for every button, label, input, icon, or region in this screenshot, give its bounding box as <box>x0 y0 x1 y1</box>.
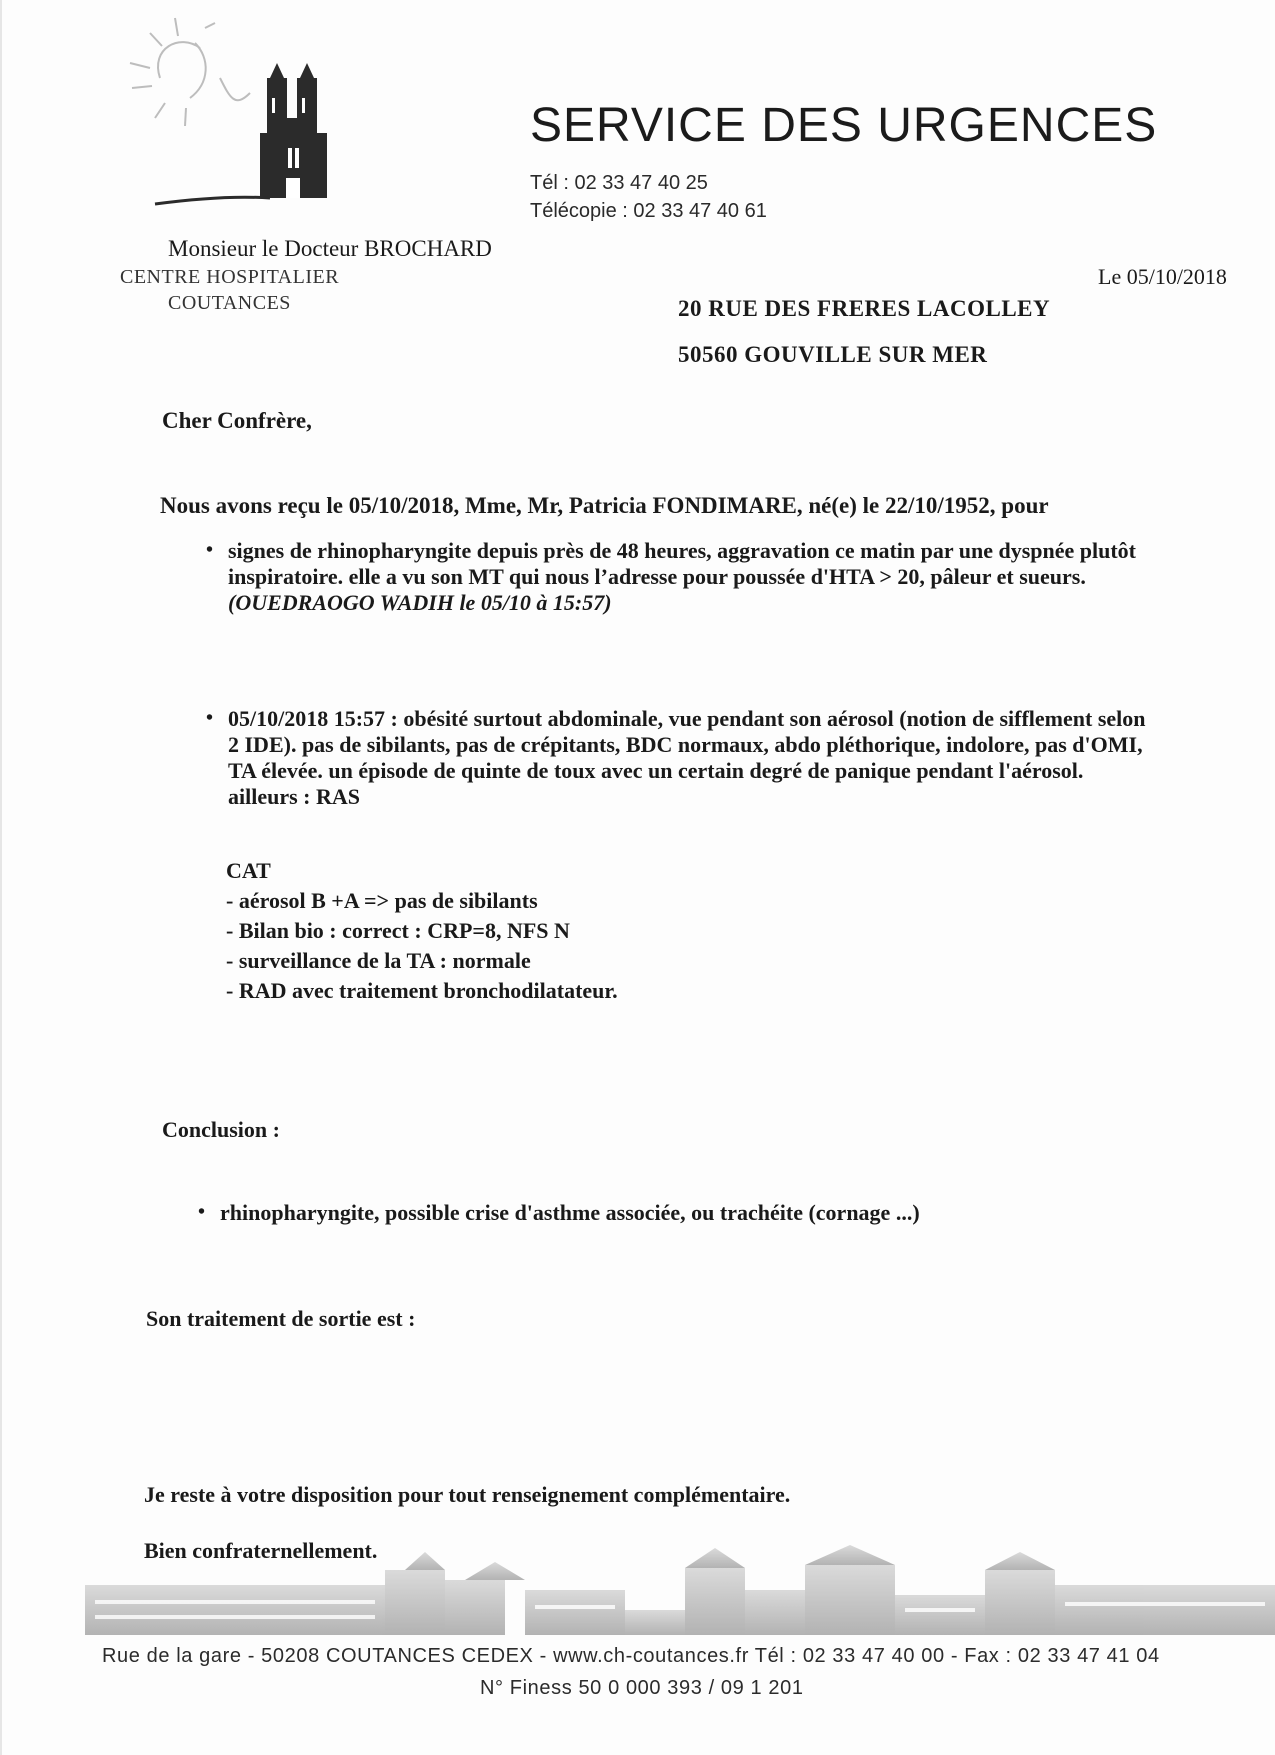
treatment-label: Son traitement de sortie est : <box>146 1306 416 1331</box>
cat-item: - RAD avec traitement bronchodilatateur. <box>226 978 618 1003</box>
signoff: Bien confraternellement. <box>144 1538 378 1563</box>
salutation: Cher Confrère, <box>162 408 312 433</box>
service-fax: Télécopie : 02 33 47 40 61 <box>530 200 767 222</box>
cat-title: CAT <box>226 858 271 883</box>
conclusion-label: Conclusion : <box>162 1117 280 1142</box>
history-author: (OUEDRAOGO WADIH le 05/10 à 15:57) <box>228 590 612 615</box>
recipient-org-line1: CENTRE HOSPITALIER <box>120 266 340 288</box>
town-skyline-icon <box>85 1540 1275 1640</box>
exam-line: TA élevée. un épisode de quinte de toux avec un certain degré de panique pendant l'aérosol. <box>228 758 1084 783</box>
footer-finess: N° Finess 50 0 000 393 / 09 1 201 <box>480 1677 804 1699</box>
address-street: 20 RUE DES FRERES LACOLLEY <box>678 296 1051 321</box>
exam-line: 2 IDE). pas de sibilants, pas de crépitants, BDC normaux, abdo pléthorique, indolore, pas d'OMI, <box>228 732 1143 757</box>
intro-paragraph: Nous avons reçu le 05/10/2018, Mme, Mr, Patricia FONDIMARE, né(e) le 22/10/1952, pour <box>160 493 1049 518</box>
cat-item: - Bilan bio : correct : CRP=8, NFS N <box>226 918 570 943</box>
bullet-icon: • <box>206 707 214 729</box>
history-line: inspiratoire. elle a vu son MT qui nous l’adresse pour poussée d'HTA > 20, pâleur et sueurs. <box>228 564 1086 589</box>
cat-item: - aérosol B +A => pas de sibilants <box>226 888 538 913</box>
cat-item: - surveillance de la TA : normale <box>226 948 531 973</box>
letter-date: Le 05/10/2018 <box>1098 264 1227 289</box>
bullet-icon: • <box>198 1201 206 1223</box>
history-line: signes de rhinopharyngite depuis près de 48 heures, aggravation ce matin par une dyspnée plutôt <box>228 538 1136 563</box>
service-title: SERVICE DES URGENCES <box>530 99 1158 152</box>
recipient-org-line2: COUTANCES <box>168 292 291 314</box>
conclusion-text: rhinopharyngite, possible crise d'asthme associée, ou trachéite (cornage ...) <box>220 1200 920 1225</box>
scan-edge <box>0 0 2 1755</box>
bullet-icon: • <box>206 539 214 561</box>
closing-sentence: Je reste à votre disposition pour tout renseignement complémentaire. <box>144 1482 791 1507</box>
service-phone: Tél : 02 33 47 40 25 <box>530 172 708 194</box>
recipient-name: Monsieur le Docteur BROCHARD <box>168 236 492 261</box>
cat-section <box>226 856 618 1006</box>
address-city: 50560 GOUVILLE SUR MER <box>678 342 988 367</box>
footer-address: Rue de la gare - 50208 COUTANCES CEDEX - www.ch-coutances.fr Tél : 02 33 47 40 00 - Fax : 02 33 47 41 04 <box>102 1645 1160 1667</box>
exam-line: ailleurs : RAS <box>228 784 360 809</box>
exam-line: 05/10/2018 15:57 : obésité surtout abdominale, vue pendant son aérosol (notion de sifflement selon <box>228 706 1146 731</box>
hospital-logo-icon <box>120 8 370 218</box>
